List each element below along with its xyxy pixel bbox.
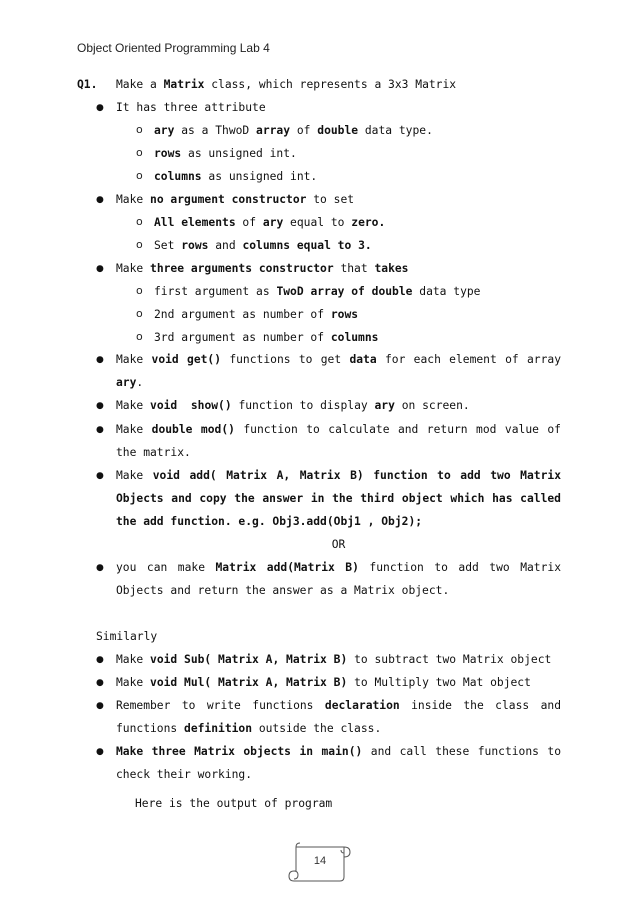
text-run: to Multiply two Mat object — [347, 676, 531, 689]
text-run-bold: ary — [262, 216, 284, 229]
text-run: class, which represents a 3x3 Matrix — [204, 78, 457, 91]
text-run-bold: Matrix add(Matrix B) — [215, 561, 359, 574]
text-run-bold: rows — [181, 239, 209, 252]
bullet-icon: ● — [96, 655, 104, 665]
text-run-bold: void — [150, 399, 178, 412]
text-run-bold: ary — [374, 399, 395, 412]
bullet-icon: ● — [96, 425, 104, 435]
text-run-bold: double — [317, 124, 359, 137]
bullet-icon: ● — [96, 563, 104, 573]
page-header: Object Oriented Programming Lab 4 — [77, 41, 270, 55]
text-run-bold: columns — [330, 331, 379, 344]
text-run-bold: zero. — [351, 216, 386, 229]
text-run-bold: declaration — [324, 699, 400, 712]
text-run: functions — [116, 722, 185, 735]
text-run: you can make — [116, 561, 216, 574]
bullet-icon: ● — [96, 401, 104, 411]
text-run-bold: columns equal to 3. — [242, 239, 372, 252]
text-run: and call these functions to — [362, 745, 562, 758]
sub-item-rows — [154, 147, 297, 160]
sub-item-third-argument — [154, 331, 378, 344]
sub-bullet-icon: o — [136, 284, 143, 297]
bullet-attributes: It has three attribute — [116, 101, 266, 114]
text-run: to set — [306, 193, 355, 206]
text-run: and — [208, 239, 243, 252]
page-number: 14 — [313, 855, 327, 867]
text-run-bold: data — [349, 353, 377, 366]
text-run-bold: void Sub( Matrix A, Matrix B) — [150, 653, 348, 666]
text-run: functions to get — [221, 353, 350, 366]
text-run: equal to — [283, 216, 352, 229]
bullet-no-arg-constructor — [116, 193, 354, 206]
text-run-bold: ary — [116, 376, 137, 389]
bullet-sub — [116, 653, 551, 666]
text-run-bold: void get() — [151, 353, 222, 366]
bullet-main-line2: check their working. — [116, 768, 253, 781]
bullet-get-line1 — [116, 353, 561, 366]
sub-bullet-icon: o — [136, 330, 143, 343]
text-run: data type — [412, 285, 481, 298]
text-run: Make — [116, 193, 151, 206]
text-run-bold: void Mul( Matrix A, Matrix B) — [150, 676, 348, 689]
sub-bullet-icon: o — [136, 146, 143, 159]
text-run: Make — [116, 653, 151, 666]
text-run — [177, 399, 191, 412]
text-run: Make — [116, 423, 152, 436]
sub-bullet-icon: o — [136, 238, 143, 251]
sub-item-ary — [154, 124, 433, 137]
bullet-icon: ● — [96, 747, 104, 757]
text-run: 3rd argument as number of — [154, 331, 331, 344]
text-run-bold: definition — [184, 722, 253, 735]
text-run: inside the class and — [399, 699, 561, 712]
text-run-bold: Matrix — [163, 78, 205, 91]
bullet-add-alt-line1 — [116, 561, 561, 574]
bullet-add-alt-line2: Objects and return the answer as a Matrix object. — [116, 584, 450, 597]
text-run-bold: Make three Matrix objects in main() — [116, 745, 363, 758]
text-run: that — [333, 262, 375, 275]
text-run: of — [235, 216, 263, 229]
text-run: Make — [116, 399, 151, 412]
sub-item-columns — [154, 170, 317, 183]
text-run: Make — [116, 353, 152, 366]
sub-bullet-icon: o — [136, 169, 143, 182]
sub-bullet-icon: o — [136, 307, 143, 320]
text-run: as unsigned int. — [181, 147, 297, 160]
similarly-heading: Similarly — [96, 630, 158, 643]
text-run: Make — [116, 676, 151, 689]
bullet-mod-line2: the matrix. — [116, 446, 191, 459]
text-run-bold: All elements — [154, 216, 236, 229]
text-run: of — [290, 124, 318, 137]
text-run: Set — [154, 239, 182, 252]
sub-item-set-rows — [154, 239, 372, 252]
output-note: Here is the output of program — [135, 797, 333, 810]
sub-item-first-argument — [154, 285, 480, 298]
bullet-three-arg-constructor — [116, 262, 408, 275]
page-number-scroll-icon — [286, 841, 346, 885]
sub-bullet-icon: o — [136, 123, 143, 136]
text-run-bold: ary — [154, 124, 175, 137]
text-run: Make a — [116, 78, 164, 91]
text-run: as a ThwoD — [174, 124, 257, 137]
bullet-icon: ● — [96, 264, 104, 274]
text-run-bold: array — [256, 124, 291, 137]
text-run: first argument as — [154, 285, 277, 298]
question-label: Q1. — [77, 78, 98, 91]
text-run: for each element of array — [376, 353, 561, 366]
bullet-add-line2: Objects and copy the answer in the third object which has called — [116, 492, 561, 505]
text-run: function to display — [231, 399, 375, 412]
bullet-remember-line2 — [116, 722, 381, 735]
text-run: Make — [116, 262, 151, 275]
bullet-icon: ● — [96, 678, 104, 688]
bullet-show — [116, 399, 470, 412]
bullet-add-line3: the add function. e.g. Obj3.add(Obj1 , Obj2); — [116, 515, 423, 528]
text-run: to subtract two Matrix object — [347, 653, 552, 666]
bullet-icon: ● — [96, 701, 104, 711]
text-run: on screen. — [394, 399, 470, 412]
text-run: . — [136, 376, 144, 389]
sub-item-second-argument — [154, 308, 358, 321]
bullet-icon: ● — [96, 195, 104, 205]
or-separator: OR — [331, 538, 346, 551]
sub-item-all-elements — [154, 216, 385, 229]
text-run: 2nd argument as number of — [154, 308, 331, 321]
bullet-add-line1 — [116, 469, 561, 482]
text-run: Make — [116, 469, 153, 482]
text-run-bold: rows — [154, 147, 182, 160]
text-run: as unsigned int. — [201, 170, 318, 183]
bullet-remember-line1 — [116, 699, 561, 712]
text-run: data type. — [358, 124, 433, 137]
text-run-bold: takes — [374, 262, 409, 275]
text-run-bold: columns — [154, 170, 202, 183]
sub-bullet-icon: o — [136, 215, 143, 228]
bullet-icon: ● — [96, 103, 104, 113]
bullet-mul — [116, 676, 531, 689]
bullet-icon: ● — [96, 471, 104, 481]
bullet-get-line2 — [116, 376, 143, 389]
text-run-bold: rows — [330, 308, 359, 321]
text-run-bold: show() — [190, 399, 232, 412]
text-run: outside the class. — [252, 722, 382, 735]
bullet-mod-line1 — [116, 423, 561, 436]
bullet-main-line1 — [116, 745, 561, 758]
text-run: Remember to write functions — [116, 699, 325, 712]
bullet-icon: ● — [96, 355, 104, 365]
text-run-bold: void add( Matrix A, Matrix B) function to add two Matrix — [152, 469, 561, 482]
text-run: function to calculate and return mod value of — [234, 423, 561, 436]
text-run-bold: double mod() — [151, 423, 235, 436]
q1-intro — [116, 78, 456, 91]
text-run: function to add two Matrix — [358, 561, 562, 574]
text-run-bold: TwoD array of double — [276, 285, 413, 298]
text-run-bold: no argument constructor — [150, 193, 307, 206]
text-run-bold: three arguments constructor — [150, 262, 334, 275]
